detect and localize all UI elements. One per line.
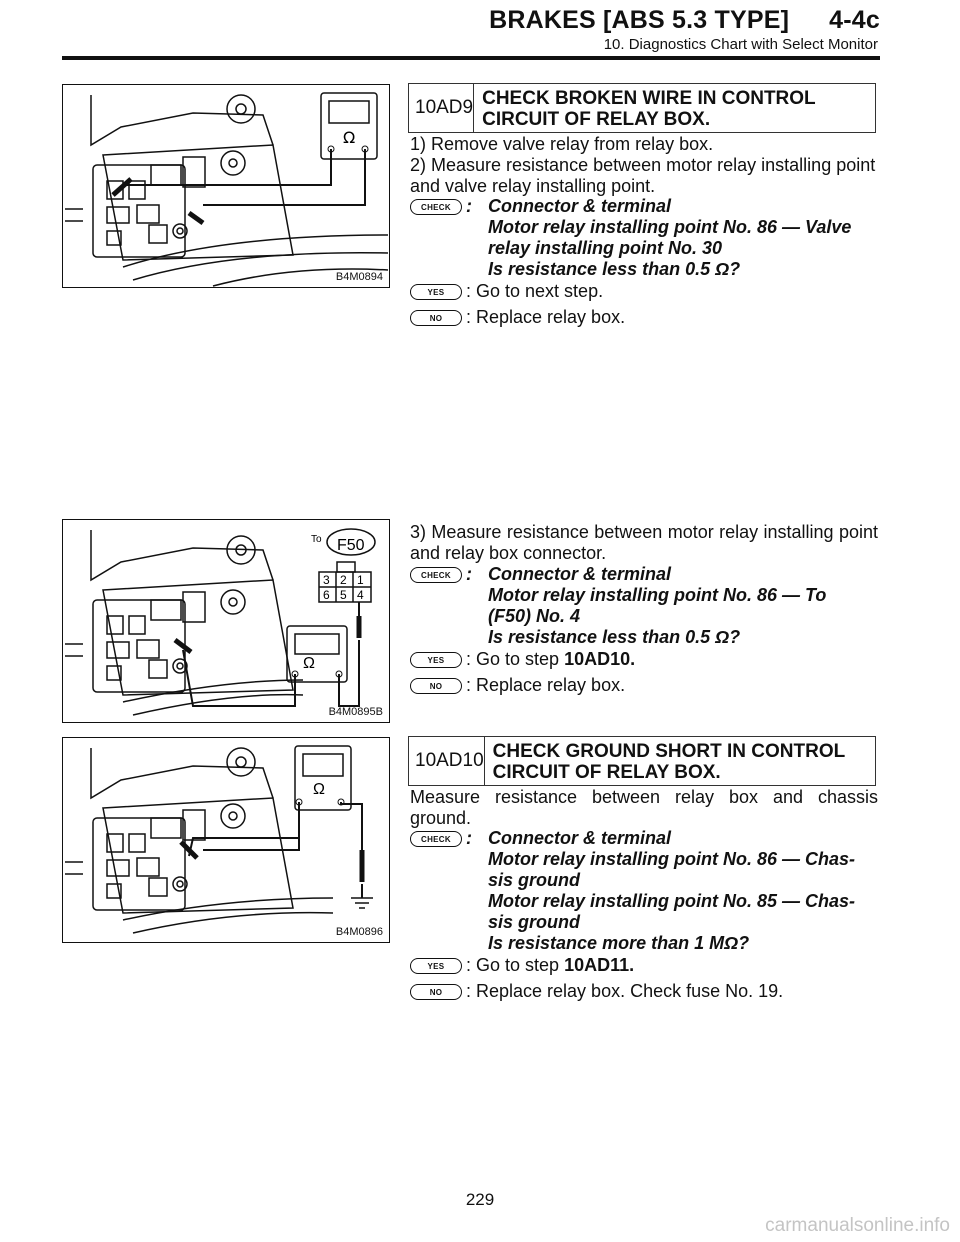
yes-answer-text: : Go to step: [466, 649, 560, 669]
no-badge: NO: [410, 310, 462, 326]
page-number: 229: [465, 1190, 495, 1209]
check-line: Is resistance less than 0.5 Ω?: [488, 627, 741, 647]
yes-badge: YES: [410, 652, 462, 668]
step-number: 10AD9: [409, 84, 474, 132]
page-header-title: [340, 6, 880, 35]
page-header-subtitle: 10. Diagnostics Chart with Select Monitor: [603, 36, 878, 53]
step-title: CHECK BROKEN WIRE IN CONTROL CIRCUIT OF RELAY BOX.: [482, 88, 816, 130]
relay-box-diagram: [63, 85, 389, 287]
check-badge: CHECK: [410, 199, 462, 215]
step-link-10ad11[interactable]: 10AD11.: [564, 955, 635, 975]
pin-label: 4: [357, 588, 364, 602]
check-colon: :: [466, 828, 472, 848]
check-badge: CHECK: [410, 831, 462, 847]
check-line: Motor relay installing point No. 86 — Valve: [488, 217, 852, 237]
check-line: Is resistance less than 0.5 Ω?: [488, 259, 741, 279]
figure-relay-box-2: [62, 519, 390, 723]
pin-label: 2: [340, 573, 347, 587]
watermark: carmanualsonline.info: [765, 1215, 950, 1236]
pin-label: 1: [357, 573, 364, 587]
check-colon: :: [466, 564, 472, 584]
check-block: [466, 564, 886, 654]
check-line: sis ground: [488, 912, 581, 932]
check-badge: CHECK: [410, 567, 462, 583]
check-block: [466, 196, 886, 286]
pin-label: 6: [323, 588, 330, 602]
ohm-symbol: Ω: [343, 128, 356, 147]
figure-caption: B4M0894: [335, 271, 383, 283]
ohm-symbol: Ω: [313, 781, 325, 798]
yes-answer: [466, 649, 635, 670]
no-answer: : Replace relay box.: [466, 675, 626, 695]
step-title: CHECK GROUND SHORT IN CONTROL CIRCUIT OF RELAY BOX.: [492, 741, 845, 783]
check-block: [466, 828, 886, 958]
relay-box-ground-diagram: [63, 738, 389, 942]
ohm-symbol: Ω: [303, 655, 315, 672]
check-line: Connector & terminal: [488, 196, 672, 216]
pin-label: 5: [340, 588, 347, 602]
figure-caption: B4M0896: [335, 926, 383, 938]
check-line: Motor relay installing point No. 85 — Chas-: [488, 891, 856, 911]
yes-badge: YES: [410, 284, 462, 300]
check-line: Motor relay installing point No. 86 — To: [488, 585, 827, 605]
check-line: Is resistance more than 1 MΩ?: [488, 933, 750, 953]
no-answer: : Replace relay box. Check fuse No. 19.: [466, 981, 784, 1001]
step-link-10ad10[interactable]: 10AD10.: [564, 649, 636, 669]
pin-label: 3: [323, 573, 330, 587]
instruction-line: 2) Measure resistance between motor relay installing point and valve relay installing point.: [410, 155, 876, 196]
check-line: Motor relay installing point No. 86 — Chas-: [488, 849, 856, 869]
instruction-line: 3) Measure resistance between motor relay installing point and relay box connector.: [410, 522, 878, 563]
figure-relay-box-3: [62, 737, 390, 943]
yes-badge: YES: [410, 958, 462, 974]
connector-label: F50: [337, 537, 365, 554]
instruction-line: Measure resistance between relay box and chassis ground.: [410, 787, 878, 828]
no-answer: : Replace relay box.: [466, 307, 626, 327]
check-line: relay installing point No. 30: [488, 238, 723, 258]
step-box-10ad10: [408, 736, 876, 786]
step-number: 10AD10: [409, 737, 485, 785]
section-number: 4-4c: [829, 6, 880, 34]
step-box-10ad9: [408, 83, 876, 133]
to-label: To: [311, 534, 322, 545]
check-line: Connector & terminal: [488, 828, 672, 848]
relay-box-connector-diagram: [63, 520, 389, 722]
yes-answer-text: : Go to step: [466, 955, 560, 975]
yes-answer: : Go to next step.: [466, 281, 604, 301]
check-line: Connector & terminal: [488, 564, 672, 584]
chapter-title: BRAKES [ABS 5.3 TYPE]: [489, 6, 790, 34]
figure-caption: B4M0895B: [328, 706, 383, 718]
no-badge: NO: [410, 984, 462, 1000]
check-colon: :: [466, 196, 472, 216]
check-line: sis ground: [488, 870, 581, 890]
check-line: (F50) No. 4: [488, 606, 581, 626]
header-rule: [62, 56, 880, 60]
no-badge: NO: [410, 678, 462, 694]
instruction-line: 1) Remove valve relay from relay box.: [410, 134, 714, 154]
figure-relay-box-1: [62, 84, 390, 288]
yes-answer: [466, 955, 634, 976]
